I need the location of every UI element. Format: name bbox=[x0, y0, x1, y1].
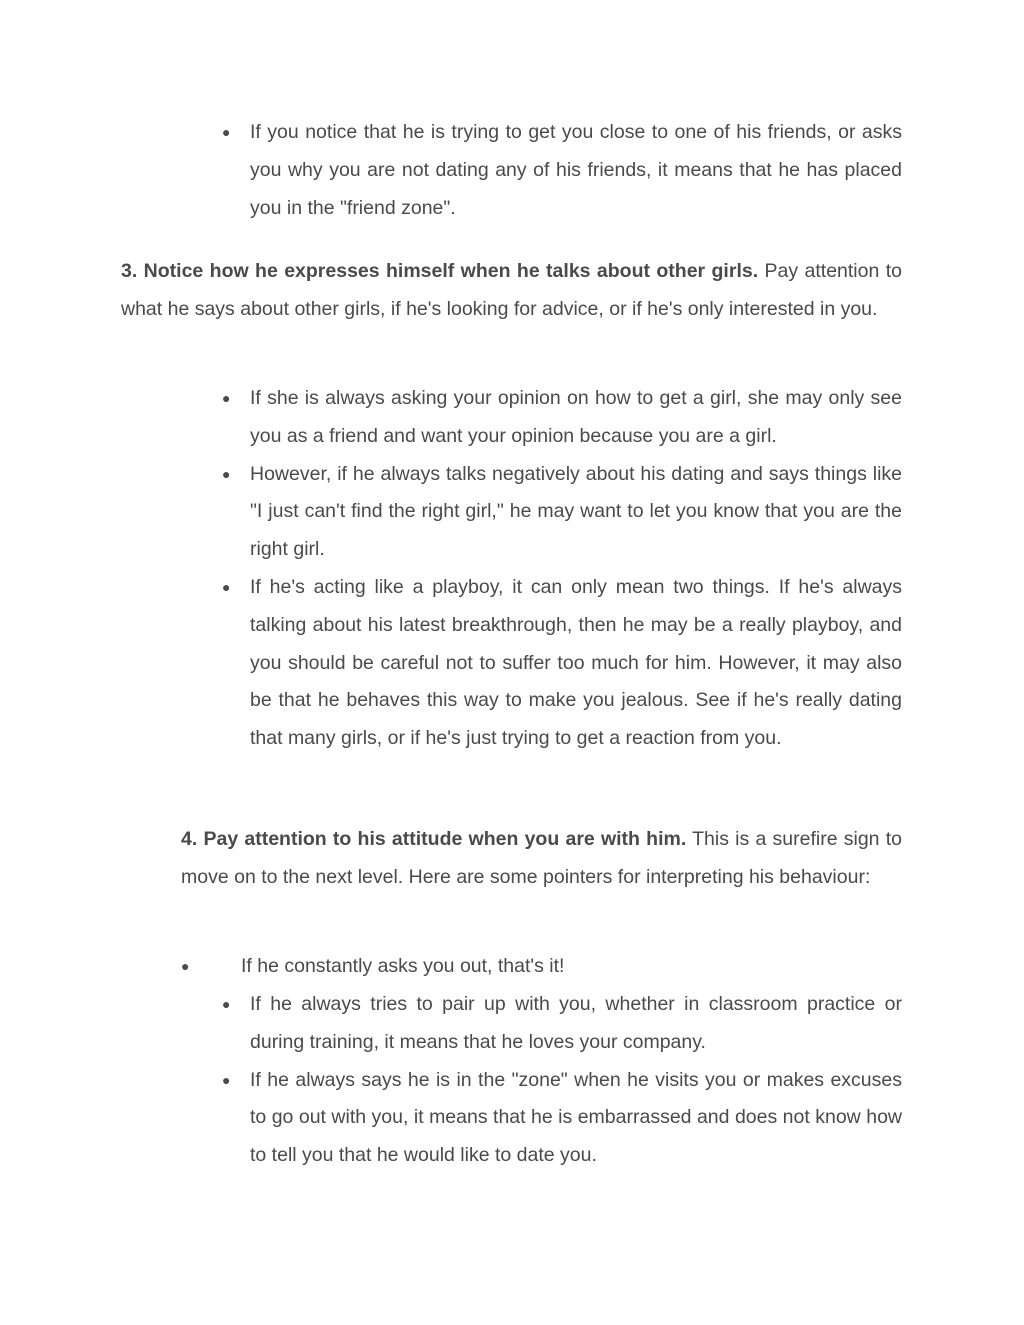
list-item-text: If you notice that he is trying to get you close to one of his friends, or asks you why you are not dating any of his friends, it means that he has placed you in the "friend zone". bbox=[250, 121, 902, 219]
outer-bullet-text: If he constantly asks you out, that's it! bbox=[241, 955, 565, 977]
list-item bbox=[222, 114, 902, 227]
bullet-icon: ● bbox=[222, 124, 231, 140]
list-item-text: If he always says he is in the "zone" when he visits you or makes excuses to go out with you, it means that he is embarrassed and does not know how to tell you that he would like to date you. bbox=[250, 1068, 902, 1167]
section-4-heading: 4. Pay attention to his attitude when you are with him. bbox=[181, 828, 687, 850]
list-item-text: However, if he always talks negatively about his dating and says things like "I just can't find the right girl," he may want to let you know that you are the right girl. bbox=[250, 462, 902, 561]
section-3-body: Pay attention to what he says about other girls, if he's looking for advice, or if he's only interested in you. bbox=[121, 260, 902, 320]
bullet-icon: ● bbox=[222, 578, 231, 595]
list-item bbox=[222, 380, 902, 456]
list-item bbox=[222, 986, 902, 1062]
list-item bbox=[222, 1062, 902, 1175]
list-item-text: If he always tries to pair up with you, whether in classroom practice or during training, it means that he loves your company. bbox=[250, 993, 902, 1053]
bullet-icon: ● bbox=[181, 958, 190, 974]
section-3-heading: 3. Notice how he expresses himself when he talks about other girls. bbox=[121, 260, 759, 282]
bullet-icon: ● bbox=[222, 1071, 231, 1088]
section-4-body: This is a surefire sign to move on to the next level. Here are some pointers for interpreting his behaviour: bbox=[181, 828, 902, 888]
bullet-icon: ● bbox=[222, 390, 231, 406]
bullet-icon: ● bbox=[222, 996, 231, 1012]
list-item-text: If she is always asking your opinion on how to get a girl, she may only see you as a friend and want your opinion because you are a girl. bbox=[250, 387, 902, 447]
bullet-list-other-girls bbox=[222, 380, 902, 758]
list-item bbox=[222, 569, 902, 758]
bullet-list-attitude bbox=[222, 986, 902, 1175]
bullet-icon: ● bbox=[222, 465, 231, 482]
list-item bbox=[222, 456, 902, 569]
section-4-paragraph bbox=[181, 821, 902, 897]
list-item-text: If he's acting like a playboy, it can only mean two things. If he's always talking about his latest breakthrough, then he may be a really playboy, and you should be careful not to suffer too much for him. However, it may also be that he behaves this way to make you jealous. See if he's really dating that many girls, or if he's just trying to get a reaction from you. bbox=[250, 575, 902, 750]
section-3-paragraph bbox=[121, 253, 902, 329]
bullet-list-friend-zone bbox=[222, 114, 902, 227]
